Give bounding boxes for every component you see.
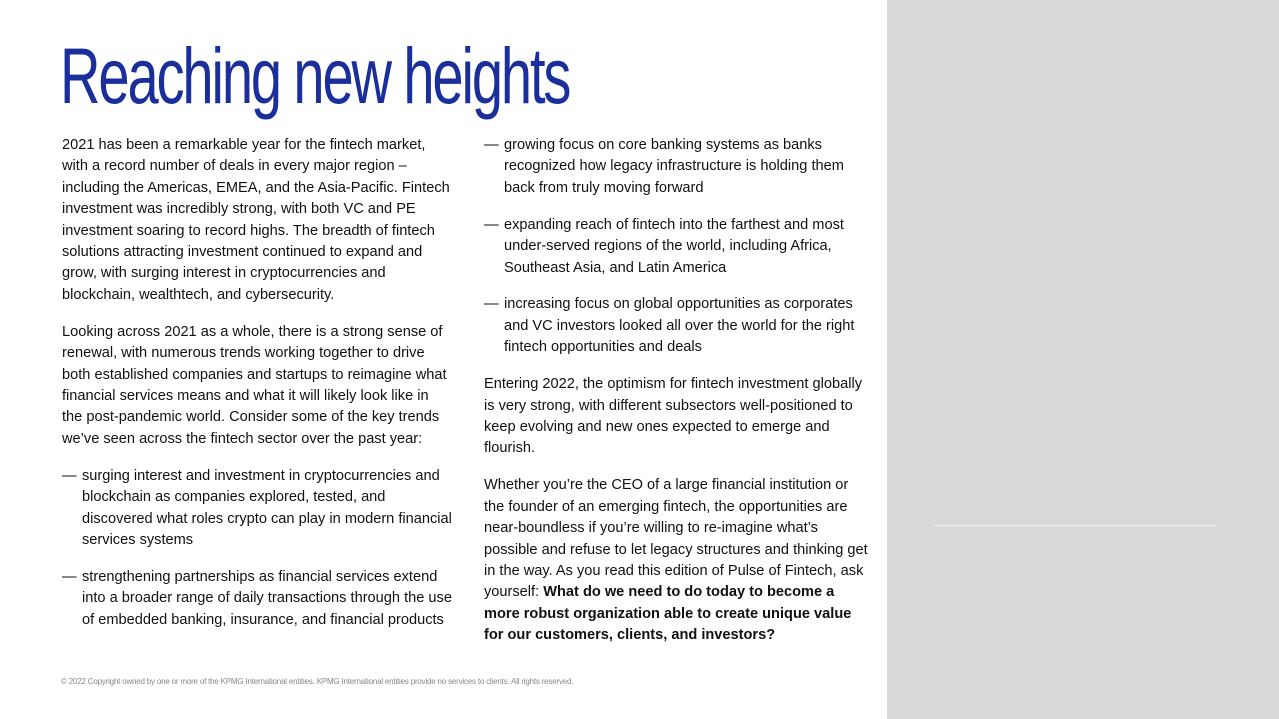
bullet-item-core-banking xyxy=(484,135,868,199)
side-panel xyxy=(887,0,1279,719)
bullet-item-crypto xyxy=(62,466,452,552)
intro-paragraph: 2021 has been a remarkable year for the fintech market, with a record number of deals in every major region – including the Americas, EMEA, and the Asia-Pacific. Fintech investment was incredibly strong, with both VC and PE investment soaring to record highs. The breadth of fintech solutions attracting investment continued to expand and grow, with surging interest in cryptocurrencies and blockchain, wealthtech, and cybersecurity. xyxy=(62,137,450,303)
right-column xyxy=(484,135,868,662)
bullet-item-expanding-reach xyxy=(484,215,868,279)
bullet-dash: — xyxy=(484,216,499,233)
bullet-text: expanding reach of fintech into the farthest and most under-served regions of the world, including Africa, Southeast Asia, and Latin America xyxy=(504,216,844,276)
bullet-text: growing focus on core banking systems as banks recognized how legacy infrastructure is holding them back from truly moving forward xyxy=(504,137,844,196)
side-panel-divider xyxy=(934,525,1216,526)
bullet-dash: — xyxy=(62,568,77,585)
bullet-item-global-opportunities xyxy=(484,294,868,358)
trends-intro-paragraph: Looking across 2021 as a whole, there is a strong sense of renewal, with numerous trends working together to drive both established companies and startups to reimagine what financial services means and what it will likely look like in the post-pandemic world. Consider some of the key trends we’ve seen across the fintech sector over the past year: xyxy=(62,323,447,447)
bullet-dash: — xyxy=(62,467,77,484)
outlook-paragraph: Entering 2022, the optimism for fintech investment globally is very strong, with different subsectors well-positioned to keep evolving and new ones expected to emerge and flourish. xyxy=(484,376,863,457)
bullet-text: surging interest and investment in cryptocurrencies and blockchain as companies explored, tested, and discovered what roles crypto can play in modern financial services systems xyxy=(82,467,452,548)
bullet-text: increasing focus on global opportunities as corporates and VC investors looked all over the world for the right fintech opportunities and deals xyxy=(504,296,855,356)
closing-paragraph xyxy=(484,475,868,646)
closing-paragraph-text: Whether you’re the CEO of a large financial institution or the founder of an emerging fintech, the opportunities are near-boundless if you’re willing to re-imagine what’s possible and refuse to let legacy structures and thinking get in the way. As you read this edition of Pulse of Fintech, ask yourself: xyxy=(484,477,868,601)
bullet-dash: — xyxy=(484,137,499,153)
copyright-footer: © 2022 Copyright owned by one or more of the KPMG International entities. KPMG International entities provide no services to clients. All rights reserved. xyxy=(61,677,574,686)
page-title: Reaching new heights xyxy=(60,31,570,120)
closing-question: What do we need to do today to become a more robust organization able to create unique value for our customers, clients, and investors? xyxy=(484,584,852,644)
bullet-text: strengthening partnerships as financial services extend into a broader range of daily transactions through the use of embedded banking, insurance, and financial products xyxy=(82,568,452,628)
bullet-dash: — xyxy=(484,296,499,313)
bullet-item-partnerships xyxy=(62,567,452,631)
left-column xyxy=(62,135,452,647)
